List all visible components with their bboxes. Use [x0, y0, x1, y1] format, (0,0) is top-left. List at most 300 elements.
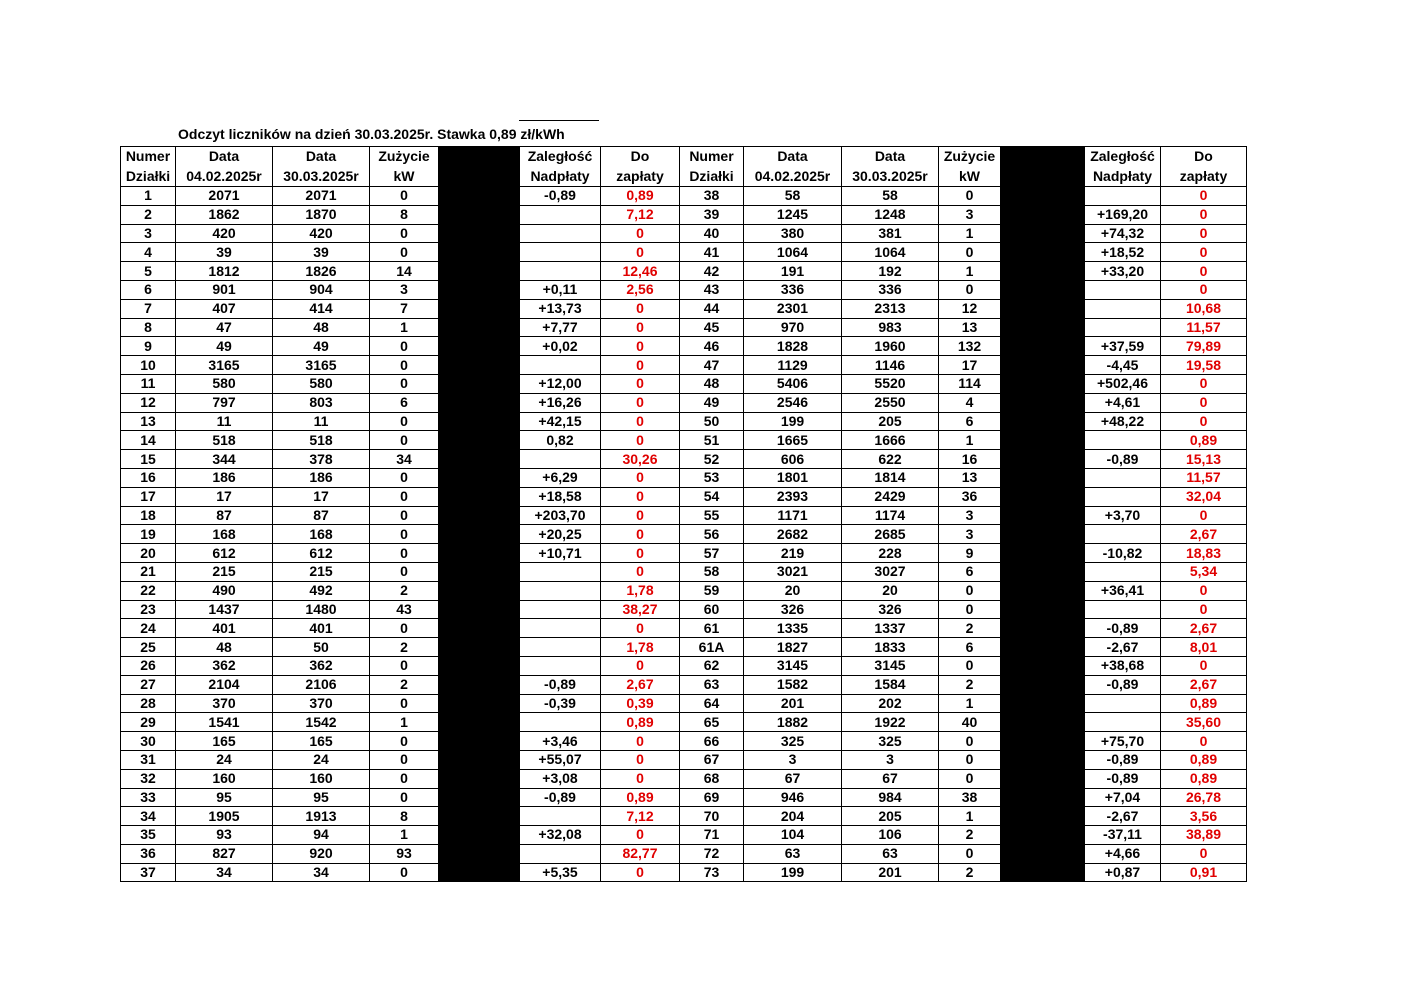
- usage-kw-right: 0: [939, 280, 1001, 299]
- usage-kw-right: 3: [939, 506, 1001, 525]
- balance-right: +33,20: [1085, 262, 1161, 281]
- redacted-cell-right: [1001, 187, 1085, 206]
- reading-start: 215: [176, 562, 273, 581]
- reading-start: 168: [176, 525, 273, 544]
- header-zaplaty: zapłaty: [601, 167, 680, 187]
- reading-end: 24: [273, 750, 370, 769]
- balance: [520, 713, 601, 732]
- reading-start-right: 380: [744, 224, 842, 243]
- reading-end-right: 983: [842, 318, 939, 337]
- redacted-cell: [439, 450, 520, 469]
- reading-end: 50: [273, 638, 370, 657]
- amount-due: 0: [601, 374, 680, 393]
- redacted-cell: [439, 844, 520, 863]
- reading-start-right: 67: [744, 769, 842, 788]
- usage-kw: 0: [370, 224, 439, 243]
- redacted-cell-right: [1001, 600, 1085, 619]
- reading-start-right: 63: [744, 844, 842, 863]
- reading-start-right: 970: [744, 318, 842, 337]
- redacted-cell: [439, 807, 520, 826]
- reading-start-right: 946: [744, 788, 842, 807]
- reading-start: 518: [176, 431, 273, 450]
- usage-kw: 2: [370, 675, 439, 694]
- usage-kw: 0: [370, 562, 439, 581]
- plot-number: 37: [121, 863, 176, 882]
- balance-right: [1085, 713, 1161, 732]
- balance: +7,77: [520, 318, 601, 337]
- balance-right: [1085, 487, 1161, 506]
- usage-kw: 2: [370, 581, 439, 600]
- reading-start: 401: [176, 619, 273, 638]
- balance: +13,73: [520, 299, 601, 318]
- redacted-cell-right: [1001, 694, 1085, 713]
- reading-start-right: 20: [744, 581, 842, 600]
- plot-number: 12: [121, 393, 176, 412]
- reading-start-right: 5406: [744, 374, 842, 393]
- header-row-1: [121, 147, 1247, 167]
- balance: +203,70: [520, 506, 601, 525]
- reading-end-right: 205: [842, 412, 939, 431]
- usage-kw: 0: [370, 468, 439, 487]
- reading-end-right: 202: [842, 694, 939, 713]
- reading-end-right: 3145: [842, 656, 939, 675]
- balance: +5,35: [520, 863, 601, 882]
- amount-due-right: 0: [1161, 374, 1247, 393]
- header-do: Do: [601, 147, 680, 167]
- balance-right: +75,70: [1085, 732, 1161, 751]
- reading-end-right: 1922: [842, 713, 939, 732]
- plot-number-right: 46: [680, 337, 744, 356]
- reading-start-right: 2682: [744, 525, 842, 544]
- plot-number: 5: [121, 262, 176, 281]
- redacted-cell-right: [1001, 826, 1085, 845]
- header-kw-right: kW: [939, 167, 1001, 187]
- balance-right: +4,61: [1085, 393, 1161, 412]
- amount-due: 0: [601, 656, 680, 675]
- table-row: [121, 788, 1247, 807]
- balance: [520, 356, 601, 375]
- table-row: [121, 299, 1247, 318]
- usage-kw: 0: [370, 656, 439, 675]
- usage-kw-right: 13: [939, 468, 1001, 487]
- redacted-cell: [439, 769, 520, 788]
- amount-due-right: 0,89: [1161, 750, 1247, 769]
- amount-due: 0: [601, 356, 680, 375]
- reading-start: 17: [176, 487, 273, 506]
- balance-right: -10,82: [1085, 544, 1161, 563]
- redacted-cell: [439, 732, 520, 751]
- balance-right: +18,52: [1085, 243, 1161, 262]
- reading-end: 48: [273, 318, 370, 337]
- reading-start-right: 2546: [744, 393, 842, 412]
- plot-number: 17: [121, 487, 176, 506]
- redacted-column: [439, 167, 520, 187]
- table-row: [121, 243, 1247, 262]
- reading-end-right: 381: [842, 224, 939, 243]
- reading-end: 1870: [273, 205, 370, 224]
- usage-kw: 0: [370, 356, 439, 375]
- redacted-cell: [439, 243, 520, 262]
- plot-number-right: 59: [680, 581, 744, 600]
- amount-due-right: 11,57: [1161, 318, 1247, 337]
- reading-start: 48: [176, 638, 273, 657]
- reading-start: 827: [176, 844, 273, 863]
- header-zuzycie-right: Zużycie: [939, 147, 1001, 167]
- plot-number: 2: [121, 205, 176, 224]
- amount-due: 0: [601, 299, 680, 318]
- amount-due-right: 10,68: [1161, 299, 1247, 318]
- amount-due-right: 0: [1161, 205, 1247, 224]
- plot-number-right: 68: [680, 769, 744, 788]
- plot-number-right: 67: [680, 750, 744, 769]
- reading-end-right: 5520: [842, 374, 939, 393]
- usage-kw-right: 13: [939, 318, 1001, 337]
- reading-start-right: 1064: [744, 243, 842, 262]
- plot-number-right: 64: [680, 694, 744, 713]
- reading-end: 49: [273, 337, 370, 356]
- amount-due: 0,89: [601, 187, 680, 206]
- reading-end-right: 192: [842, 262, 939, 281]
- balance: +3,46: [520, 732, 601, 751]
- redacted-cell-right: [1001, 337, 1085, 356]
- redacted-cell: [439, 412, 520, 431]
- plot-number: 10: [121, 356, 176, 375]
- reading-end-right: 3: [842, 750, 939, 769]
- usage-kw: 0: [370, 544, 439, 563]
- plot-number-right: 54: [680, 487, 744, 506]
- reading-start: 160: [176, 769, 273, 788]
- reading-start: 3165: [176, 356, 273, 375]
- amount-due-right: 0: [1161, 262, 1247, 281]
- plot-number: 34: [121, 807, 176, 826]
- reading-end-right: 1248: [842, 205, 939, 224]
- amount-due: 0: [601, 318, 680, 337]
- usage-kw: 0: [370, 788, 439, 807]
- amount-due: 0,39: [601, 694, 680, 713]
- amount-due: 0: [601, 487, 680, 506]
- reading-end-right: 326: [842, 600, 939, 619]
- balance-right: -4,45: [1085, 356, 1161, 375]
- amount-due-right: 0: [1161, 224, 1247, 243]
- redacted-cell: [439, 694, 520, 713]
- balance-right: -2,67: [1085, 807, 1161, 826]
- redacted-cell-right: [1001, 506, 1085, 525]
- reading-start-right: 1801: [744, 468, 842, 487]
- table-row: [121, 318, 1247, 337]
- balance: +12,00: [520, 374, 601, 393]
- usage-kw: 0: [370, 187, 439, 206]
- header-row-2: [121, 167, 1247, 187]
- amount-due: 1,78: [601, 581, 680, 600]
- balance-right: +38,68: [1085, 656, 1161, 675]
- meter-readings-table: [120, 146, 1247, 882]
- table-row: [121, 769, 1247, 788]
- plot-number: 27: [121, 675, 176, 694]
- reading-end: 34: [273, 863, 370, 882]
- reading-end: 186: [273, 468, 370, 487]
- balance-right: -0,89: [1085, 619, 1161, 638]
- amount-due: 0: [601, 431, 680, 450]
- header-nadplaty-right: Nadpłaty: [1085, 167, 1161, 187]
- balance: [520, 844, 601, 863]
- balance: [520, 581, 601, 600]
- amount-due-right: 0,91: [1161, 863, 1247, 882]
- plot-number: 25: [121, 638, 176, 657]
- reading-start: 11: [176, 412, 273, 431]
- usage-kw: 0: [370, 525, 439, 544]
- plot-number: 16: [121, 468, 176, 487]
- header-dzialki: Działki: [121, 167, 176, 187]
- usage-kw-right: 0: [939, 581, 1001, 600]
- plot-number-right: 55: [680, 506, 744, 525]
- plot-number-right: 63: [680, 675, 744, 694]
- reading-end-right: 1064: [842, 243, 939, 262]
- table-row: [121, 656, 1247, 675]
- usage-kw-right: 2: [939, 675, 1001, 694]
- usage-kw-right: 0: [939, 844, 1001, 863]
- redacted-cell-right: [1001, 243, 1085, 262]
- amount-due: 12,46: [601, 262, 680, 281]
- amount-due: 2,67: [601, 675, 680, 694]
- plot-number-right: 53: [680, 468, 744, 487]
- redacted-cell-right: [1001, 675, 1085, 694]
- balance-right: +36,41: [1085, 581, 1161, 600]
- reading-start-right: 606: [744, 450, 842, 469]
- reading-end: 492: [273, 581, 370, 600]
- reading-end-right: 1814: [842, 468, 939, 487]
- usage-kw-right: 132: [939, 337, 1001, 356]
- plot-number-right: 45: [680, 318, 744, 337]
- reading-start-right: 199: [744, 412, 842, 431]
- redacted-cell-right: [1001, 656, 1085, 675]
- plot-number: 22: [121, 581, 176, 600]
- balance-right: -0,89: [1085, 769, 1161, 788]
- balance-right: -0,89: [1085, 675, 1161, 694]
- usage-kw-right: 16: [939, 450, 1001, 469]
- reading-start-right: 325: [744, 732, 842, 751]
- reading-end: 414: [273, 299, 370, 318]
- reading-start-right: 3021: [744, 562, 842, 581]
- plot-number: 29: [121, 713, 176, 732]
- balance: [520, 562, 601, 581]
- amount-due-right: 0: [1161, 656, 1247, 675]
- balance: +42,15: [520, 412, 601, 431]
- redacted-cell-right: [1001, 280, 1085, 299]
- plot-number-right: 65: [680, 713, 744, 732]
- usage-kw-right: 0: [939, 243, 1001, 262]
- reading-end: 11: [273, 412, 370, 431]
- plot-number: 31: [121, 750, 176, 769]
- usage-kw-right: 17: [939, 356, 1001, 375]
- reading-start-right: 326: [744, 600, 842, 619]
- balance-right: -0,89: [1085, 750, 1161, 769]
- amount-due-right: 3,56: [1161, 807, 1247, 826]
- reading-start: 797: [176, 393, 273, 412]
- header-date-end: 30.03.2025r: [273, 167, 370, 187]
- balance: [520, 243, 601, 262]
- reading-start: 420: [176, 224, 273, 243]
- usage-kw-right: 40: [939, 713, 1001, 732]
- balance: [520, 450, 601, 469]
- balance-right: [1085, 694, 1161, 713]
- balance-right: [1085, 431, 1161, 450]
- redacted-column-right: [1001, 167, 1085, 187]
- header-numer-right: Numer: [680, 147, 744, 167]
- usage-kw-right: 6: [939, 638, 1001, 657]
- reading-end-right: 1833: [842, 638, 939, 657]
- balance: +32,08: [520, 826, 601, 845]
- reading-end-right: 984: [842, 788, 939, 807]
- redacted-cell: [439, 863, 520, 882]
- amount-due: 0: [601, 412, 680, 431]
- balance: +18,58: [520, 487, 601, 506]
- amount-due-right: 5,34: [1161, 562, 1247, 581]
- amount-due: 0,89: [601, 788, 680, 807]
- usage-kw-right: 2: [939, 619, 1001, 638]
- redacted-column-right: [1001, 147, 1085, 167]
- reading-end-right: 20: [842, 581, 939, 600]
- header-do-right: Do: [1161, 147, 1247, 167]
- redacted-cell: [439, 337, 520, 356]
- redacted-cell: [439, 393, 520, 412]
- reading-end: 1480: [273, 600, 370, 619]
- reading-end: 362: [273, 656, 370, 675]
- reading-end-right: 1584: [842, 675, 939, 694]
- reading-start: 95: [176, 788, 273, 807]
- plot-number: 33: [121, 788, 176, 807]
- plot-number-right: 49: [680, 393, 744, 412]
- reading-end: 580: [273, 374, 370, 393]
- plot-number-right: 39: [680, 205, 744, 224]
- plot-number: 15: [121, 450, 176, 469]
- reading-end: 3165: [273, 356, 370, 375]
- reading-end-right: 2685: [842, 525, 939, 544]
- table-row: [121, 863, 1247, 882]
- redacted-cell: [439, 280, 520, 299]
- reading-start-right: 191: [744, 262, 842, 281]
- usage-kw-right: 0: [939, 656, 1001, 675]
- usage-kw-right: 38: [939, 788, 1001, 807]
- reading-end: 420: [273, 224, 370, 243]
- reading-start: 34: [176, 863, 273, 882]
- redacted-cell-right: [1001, 750, 1085, 769]
- reading-end: 215: [273, 562, 370, 581]
- usage-kw: 0: [370, 769, 439, 788]
- reading-start: 490: [176, 581, 273, 600]
- plot-number-right: 56: [680, 525, 744, 544]
- reading-start: 47: [176, 318, 273, 337]
- balance: +55,07: [520, 750, 601, 769]
- balance-right: +169,20: [1085, 205, 1161, 224]
- usage-kw-right: 36: [939, 487, 1001, 506]
- reading-start-right: 199: [744, 863, 842, 882]
- amount-due-right: 38,89: [1161, 826, 1247, 845]
- amount-due-right: 32,04: [1161, 487, 1247, 506]
- balance-right: [1085, 187, 1161, 206]
- reading-end-right: 67: [842, 769, 939, 788]
- plot-number: 35: [121, 826, 176, 845]
- balance-right: +502,46: [1085, 374, 1161, 393]
- reading-start-right: 2393: [744, 487, 842, 506]
- header-data-2-right: Data: [842, 147, 939, 167]
- amount-due-right: 0: [1161, 243, 1247, 262]
- usage-kw: 6: [370, 393, 439, 412]
- table-row: [121, 337, 1247, 356]
- amount-due: 0: [601, 525, 680, 544]
- reading-start: 2071: [176, 187, 273, 206]
- reading-start: 1541: [176, 713, 273, 732]
- balance-right: [1085, 468, 1161, 487]
- usage-kw-right: 2: [939, 863, 1001, 882]
- reading-start: 901: [176, 280, 273, 299]
- balance-right: [1085, 525, 1161, 544]
- amount-due: 30,26: [601, 450, 680, 469]
- reading-end: 612: [273, 544, 370, 563]
- reading-start-right: 219: [744, 544, 842, 563]
- redacted-cell-right: [1001, 638, 1085, 657]
- usage-kw: 0: [370, 619, 439, 638]
- usage-kw-right: 0: [939, 187, 1001, 206]
- reading-end: 2106: [273, 675, 370, 694]
- usage-kw-right: 0: [939, 732, 1001, 751]
- redacted-cell: [439, 544, 520, 563]
- amount-due-right: 0: [1161, 732, 1247, 751]
- usage-kw: 0: [370, 732, 439, 751]
- reading-end: 2071: [273, 187, 370, 206]
- balance-right: [1085, 562, 1161, 581]
- balance-right: +48,22: [1085, 412, 1161, 431]
- reading-start: 370: [176, 694, 273, 713]
- header-zuzycie: Zużycie: [370, 147, 439, 167]
- usage-kw-right: 0: [939, 769, 1001, 788]
- plot-number: 28: [121, 694, 176, 713]
- redacted-cell: [439, 374, 520, 393]
- plot-number-right: 44: [680, 299, 744, 318]
- amount-due: 0: [601, 619, 680, 638]
- amount-due: 0: [601, 243, 680, 262]
- plot-number-right: 52: [680, 450, 744, 469]
- amount-due-right: 0: [1161, 280, 1247, 299]
- redacted-cell-right: [1001, 713, 1085, 732]
- table-row: [121, 262, 1247, 281]
- usage-kw-right: 1: [939, 224, 1001, 243]
- redacted-cell-right: [1001, 788, 1085, 807]
- plot-number: 9: [121, 337, 176, 356]
- amount-due-right: 15,13: [1161, 450, 1247, 469]
- table-row: [121, 544, 1247, 563]
- amount-due-right: 0: [1161, 393, 1247, 412]
- usage-kw: 1: [370, 318, 439, 337]
- balance-right: [1085, 318, 1161, 337]
- reading-end-right: 3027: [842, 562, 939, 581]
- reading-end: 904: [273, 280, 370, 299]
- reading-end: 39: [273, 243, 370, 262]
- balance-right: -2,67: [1085, 638, 1161, 657]
- redacted-cell-right: [1001, 544, 1085, 563]
- header-numer: Numer: [121, 147, 176, 167]
- plot-number-right: 57: [680, 544, 744, 563]
- plot-number: 32: [121, 769, 176, 788]
- redacted-cell: [439, 656, 520, 675]
- usage-kw: 0: [370, 694, 439, 713]
- reading-end: 378: [273, 450, 370, 469]
- amount-due-right: 2,67: [1161, 675, 1247, 694]
- reading-end: 920: [273, 844, 370, 863]
- redacted-cell: [439, 619, 520, 638]
- reading-end-right: 325: [842, 732, 939, 751]
- reading-start-right: 204: [744, 807, 842, 826]
- reading-end: 87: [273, 506, 370, 525]
